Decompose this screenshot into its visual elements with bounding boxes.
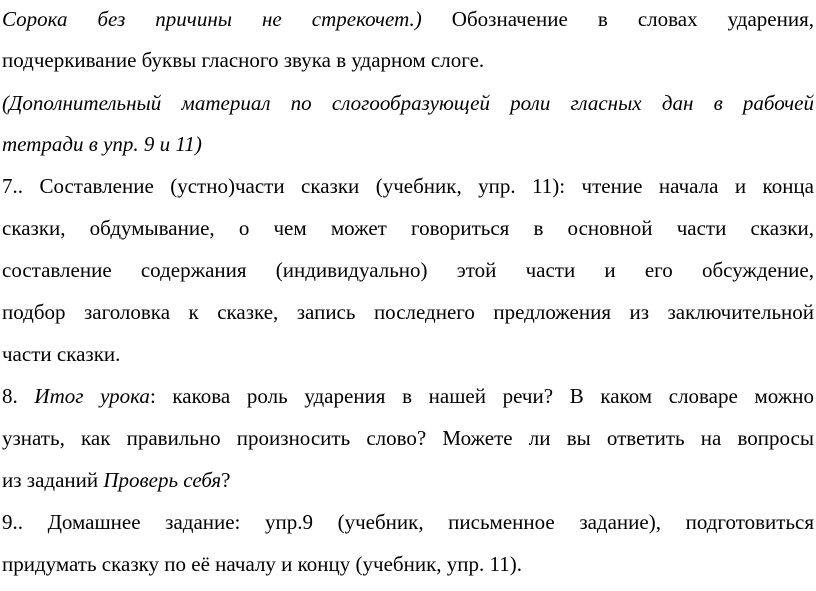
p1-line-1 <box>2 4 814 34</box>
p2-line-2: тетради в упр. 9 и 11) <box>2 132 202 156</box>
proverb-italic: Сорока без причины не стрекочет.) <box>2 7 422 31</box>
p4-line-3 <box>2 465 814 495</box>
p3-line-5: части сказки. <box>2 342 121 366</box>
p3-line-2: сказки, обдумывание, о чем может говориться в основной части сказки, <box>2 216 814 240</box>
p4-line-1-rest: : какова роль ударения в нашей речи? В каком словаре можно <box>149 384 814 408</box>
p4-line-3-end: ? <box>221 468 231 492</box>
p5-line-2: придумать сказку по её началу и концу (учебник, упр. 11). <box>2 552 522 576</box>
p4-line-1 <box>2 381 814 411</box>
p3-line-4: подбор заголовка к сказке, запись последнего предложения из заключительной <box>2 300 814 324</box>
p1-line-2: подчеркивание буквы гласного звука в ударном слоге. <box>2 48 485 72</box>
p3-line-3: составление содержания (индивидуально) этой части и его обсуждение, <box>2 258 814 282</box>
p1-line-1-rest: Обозначение в словах ударения, <box>421 7 814 31</box>
p2-line-1: (Дополнительный материал по слогообразующей роли гласных дан в рабочей <box>2 91 814 115</box>
p4-line-3-start: из заданий <box>2 468 104 492</box>
p4-number: 8. <box>2 384 35 408</box>
p4-line-2: узнать, как правильно произносить слово? Можете ли вы ответить на вопросы <box>2 426 814 450</box>
lesson-summary-italic: Итог урока <box>34 384 150 408</box>
p3-line-1: 7.. Составление (устно)части сказки (учебник, упр. 11): чтение начала и конца <box>2 174 814 198</box>
check-yourself-italic: Проверь себя <box>103 468 222 492</box>
p5-line-1: 9.. Домашнее задание: упр.9 (учебник, письменное задание), подготовиться <box>2 510 814 534</box>
